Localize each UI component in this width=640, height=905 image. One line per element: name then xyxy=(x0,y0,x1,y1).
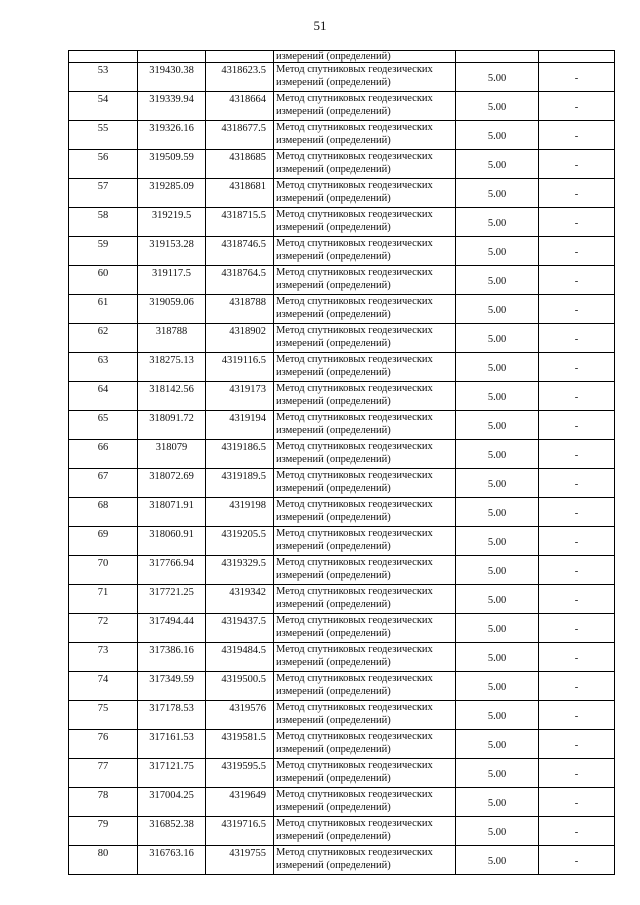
method-line-2: измерений (определений) xyxy=(276,280,391,291)
note-cell: - xyxy=(539,788,615,817)
method-cell xyxy=(274,295,456,324)
y-coordinate-cell: 4318685 xyxy=(206,150,274,179)
method-line-1: Метод спутниковых геодезических xyxy=(276,789,433,800)
x-coordinate-cell: 317004.25 xyxy=(138,788,206,817)
x-coordinate-cell: 319117.5 xyxy=(138,266,206,295)
y-coordinate-cell: 4319186.5 xyxy=(206,440,274,469)
y-coordinate-cell: 4319329.5 xyxy=(206,556,274,585)
method-cell xyxy=(274,440,456,469)
y-coordinate-cell: 4319484.5 xyxy=(206,643,274,672)
accuracy-cell: 5.00 xyxy=(456,556,539,585)
note-cell: - xyxy=(539,353,615,382)
method-line-1: Метод спутниковых геодезических xyxy=(276,499,433,510)
continuation-method-cell: измерений (определений) xyxy=(274,51,456,63)
table-row xyxy=(69,208,615,237)
method-line-1: Метод спутниковых геодезических xyxy=(276,93,433,104)
x-coordinate-cell: 318788 xyxy=(138,324,206,353)
point-number-cell: 60 xyxy=(69,266,138,295)
note-cell: - xyxy=(539,121,615,150)
x-coordinate-cell: 319285.09 xyxy=(138,179,206,208)
note-cell: - xyxy=(539,208,615,237)
method-cell xyxy=(274,63,456,92)
point-number-cell: 79 xyxy=(69,817,138,846)
accuracy-cell: 5.00 xyxy=(456,411,539,440)
note-cell: - xyxy=(539,730,615,759)
x-coordinate-cell: 318079 xyxy=(138,440,206,469)
note-cell: - xyxy=(539,237,615,266)
point-number-cell: 80 xyxy=(69,846,138,875)
x-coordinate-cell: 318060.91 xyxy=(138,527,206,556)
method-cell xyxy=(274,382,456,411)
method-cell xyxy=(274,556,456,585)
point-number-cell: 68 xyxy=(69,498,138,527)
note-cell: - xyxy=(539,266,615,295)
note-cell: - xyxy=(539,556,615,585)
table-row xyxy=(69,121,615,150)
accuracy-cell: 5.00 xyxy=(456,179,539,208)
note-cell: - xyxy=(539,150,615,179)
table-row xyxy=(69,179,615,208)
coordinates-table xyxy=(68,50,615,875)
point-number-cell: 77 xyxy=(69,759,138,788)
y-coordinate-cell: 4318746.5 xyxy=(206,237,274,266)
y-coordinate-cell: 4318681 xyxy=(206,179,274,208)
table-row xyxy=(69,759,615,788)
y-coordinate-cell: 4318623.5 xyxy=(206,63,274,92)
x-coordinate-cell: 319153.28 xyxy=(138,237,206,266)
note-cell: - xyxy=(539,672,615,701)
x-coordinate-cell: 318072.69 xyxy=(138,469,206,498)
y-coordinate-cell: 4319342 xyxy=(206,585,274,614)
x-coordinate-cell: 316763.16 xyxy=(138,846,206,875)
table-row xyxy=(69,353,615,382)
method-line-1: Метод спутниковых геодезических xyxy=(276,441,433,452)
x-coordinate-cell: 317121.75 xyxy=(138,759,206,788)
method-line-2: измерений (определений) xyxy=(276,77,391,88)
method-line-2: измерений (определений) xyxy=(276,483,391,494)
point-number-cell: 73 xyxy=(69,643,138,672)
method-line-1: Метод спутниковых геодезических xyxy=(276,847,433,858)
table-body xyxy=(69,51,615,875)
point-number-cell: 76 xyxy=(69,730,138,759)
x-coordinate-cell: 317721.25 xyxy=(138,585,206,614)
table-row xyxy=(69,846,615,875)
accuracy-cell: 5.00 xyxy=(456,672,539,701)
empty-cell xyxy=(206,51,274,63)
y-coordinate-cell: 4319581.5 xyxy=(206,730,274,759)
y-coordinate-cell: 4319437.5 xyxy=(206,614,274,643)
method-cell xyxy=(274,672,456,701)
method-line-1: Метод спутниковых геодезических xyxy=(276,557,433,568)
empty-cell xyxy=(539,51,615,63)
table-row xyxy=(69,556,615,585)
x-coordinate-cell: 319430.38 xyxy=(138,63,206,92)
empty-cell xyxy=(138,51,206,63)
method-line-2: измерений (определений) xyxy=(276,251,391,262)
point-number-cell: 54 xyxy=(69,92,138,121)
y-coordinate-cell: 4318677.5 xyxy=(206,121,274,150)
accuracy-cell: 5.00 xyxy=(456,266,539,295)
accuracy-cell: 5.00 xyxy=(456,527,539,556)
method-line-2: измерений (определений) xyxy=(276,106,391,117)
note-cell: - xyxy=(539,324,615,353)
table-row xyxy=(69,585,615,614)
note-cell: - xyxy=(539,63,615,92)
method-cell xyxy=(274,121,456,150)
accuracy-cell: 5.00 xyxy=(456,150,539,179)
method-line-1: Метод спутниковых геодезических xyxy=(276,209,433,220)
method-line-2: измерений (определений) xyxy=(276,541,391,552)
accuracy-cell: 5.00 xyxy=(456,63,539,92)
note-cell: - xyxy=(539,759,615,788)
method-line-2: измерений (определений) xyxy=(276,860,391,871)
note-cell: - xyxy=(539,179,615,208)
x-coordinate-cell: 317161.53 xyxy=(138,730,206,759)
method-cell xyxy=(274,701,456,730)
method-line-2: измерений (определений) xyxy=(276,512,391,523)
method-line-1: Метод спутниковых геодезических xyxy=(276,615,433,626)
method-line-1: Метод спутниковых геодезических xyxy=(276,470,433,481)
table-row xyxy=(69,382,615,411)
point-number-cell: 66 xyxy=(69,440,138,469)
accuracy-cell: 5.00 xyxy=(456,353,539,382)
method-line-1: Метод спутниковых геодезических xyxy=(276,296,433,307)
method-line-2: измерений (определений) xyxy=(276,773,391,784)
x-coordinate-cell: 317178.53 xyxy=(138,701,206,730)
accuracy-cell: 5.00 xyxy=(456,759,539,788)
y-coordinate-cell: 4318902 xyxy=(206,324,274,353)
y-coordinate-cell: 4319595.5 xyxy=(206,759,274,788)
method-line-1: Метод спутниковых геодезических xyxy=(276,644,433,655)
point-number-cell: 72 xyxy=(69,614,138,643)
method-line-1: Метод спутниковых геодезических xyxy=(276,760,433,771)
accuracy-cell: 5.00 xyxy=(456,324,539,353)
note-cell: - xyxy=(539,585,615,614)
method-cell xyxy=(274,208,456,237)
x-coordinate-cell: 318142.56 xyxy=(138,382,206,411)
note-cell: - xyxy=(539,440,615,469)
method-cell xyxy=(274,266,456,295)
method-line-1: Метод спутниковых геодезических xyxy=(276,180,433,191)
y-coordinate-cell: 4319649 xyxy=(206,788,274,817)
method-line-2: измерений (определений) xyxy=(276,396,391,407)
method-cell xyxy=(274,469,456,498)
method-line-2: измерений (определений) xyxy=(276,715,391,726)
method-line-1: Метод спутниковых геодезических xyxy=(276,383,433,394)
point-number-cell: 74 xyxy=(69,672,138,701)
point-number-cell: 71 xyxy=(69,585,138,614)
accuracy-cell: 5.00 xyxy=(456,817,539,846)
point-number-cell: 69 xyxy=(69,527,138,556)
accuracy-cell: 5.00 xyxy=(456,846,539,875)
accuracy-cell: 5.00 xyxy=(456,382,539,411)
method-cell xyxy=(274,614,456,643)
note-cell: - xyxy=(539,498,615,527)
accuracy-cell: 5.00 xyxy=(456,701,539,730)
method-line-2: измерений (определений) xyxy=(276,628,391,639)
method-line-2: измерений (определений) xyxy=(276,135,391,146)
x-coordinate-cell: 317386.16 xyxy=(138,643,206,672)
point-number-cell: 62 xyxy=(69,324,138,353)
method-line-2: измерений (определений) xyxy=(276,309,391,320)
accuracy-cell: 5.00 xyxy=(456,295,539,324)
continuation-row xyxy=(69,51,615,63)
page-number: 51 xyxy=(313,18,327,33)
method-cell xyxy=(274,846,456,875)
x-coordinate-cell: 317766.94 xyxy=(138,556,206,585)
method-cell xyxy=(274,788,456,817)
point-number-cell: 58 xyxy=(69,208,138,237)
note-cell: - xyxy=(539,527,615,556)
table-row xyxy=(69,730,615,759)
accuracy-cell: 5.00 xyxy=(456,498,539,527)
note-cell: - xyxy=(539,382,615,411)
point-number-cell: 56 xyxy=(69,150,138,179)
x-coordinate-cell: 318071.91 xyxy=(138,498,206,527)
method-line-1: Метод спутниковых геодезических xyxy=(276,267,433,278)
table-row xyxy=(69,324,615,353)
table-row xyxy=(69,527,615,556)
method-line-1: Метод спутниковых геодезических xyxy=(276,354,433,365)
method-line-1: Метод спутниковых геодезических xyxy=(276,818,433,829)
table-row xyxy=(69,411,615,440)
method-line-2: измерений (определений) xyxy=(276,193,391,204)
method-line-2: измерений (определений) xyxy=(276,657,391,668)
point-number-cell: 64 xyxy=(69,382,138,411)
empty-cell xyxy=(456,51,539,63)
table-row xyxy=(69,150,615,179)
note-cell: - xyxy=(539,614,615,643)
method-line-2: измерений (определений) xyxy=(276,454,391,465)
method-cell xyxy=(274,817,456,846)
x-coordinate-cell: 319326.16 xyxy=(138,121,206,150)
accuracy-cell: 5.00 xyxy=(456,614,539,643)
note-cell: - xyxy=(539,643,615,672)
method-line-2: измерений (определений) xyxy=(276,599,391,610)
empty-cell xyxy=(69,51,138,63)
point-number-cell: 53 xyxy=(69,63,138,92)
y-coordinate-cell: 4319755 xyxy=(206,846,274,875)
method-line-2: измерений (определений) xyxy=(276,164,391,175)
table-row xyxy=(69,788,615,817)
method-line-1: Метод спутниковых геодезических xyxy=(276,151,433,162)
method-line-1: Метод спутниковых геодезических xyxy=(276,64,433,75)
method-line-2: измерений (определений) xyxy=(276,802,391,813)
method-cell xyxy=(274,498,456,527)
y-coordinate-cell: 4319716.5 xyxy=(206,817,274,846)
x-coordinate-cell: 316852.38 xyxy=(138,817,206,846)
y-coordinate-cell: 4318715.5 xyxy=(206,208,274,237)
accuracy-cell: 5.00 xyxy=(456,788,539,817)
method-cell xyxy=(274,150,456,179)
x-coordinate-cell: 319509.59 xyxy=(138,150,206,179)
accuracy-cell: 5.00 xyxy=(456,585,539,614)
point-number-cell: 67 xyxy=(69,469,138,498)
method-line-1: Метод спутниковых геодезических xyxy=(276,238,433,249)
method-cell xyxy=(274,643,456,672)
y-coordinate-cell: 4319194 xyxy=(206,411,274,440)
y-coordinate-cell: 4318788 xyxy=(206,295,274,324)
y-coordinate-cell: 4318664 xyxy=(206,92,274,121)
note-cell: - xyxy=(539,411,615,440)
method-line-2: измерений (определений) xyxy=(276,338,391,349)
method-cell xyxy=(274,353,456,382)
table-row xyxy=(69,440,615,469)
x-coordinate-cell: 319339.94 xyxy=(138,92,206,121)
method-line-1: Метод спутниковых геодезических xyxy=(276,731,433,742)
method-line-1: Метод спутниковых геодезических xyxy=(276,702,433,713)
y-coordinate-cell: 4319116.5 xyxy=(206,353,274,382)
method-line-1: Метод спутниковых геодезических xyxy=(276,122,433,133)
table-row xyxy=(69,237,615,266)
point-number-cell: 78 xyxy=(69,788,138,817)
accuracy-cell: 5.00 xyxy=(456,208,539,237)
point-number-cell: 61 xyxy=(69,295,138,324)
table-row xyxy=(69,63,615,92)
method-cell xyxy=(274,411,456,440)
method-line-2: измерений (определений) xyxy=(276,570,391,581)
accuracy-cell: 5.00 xyxy=(456,730,539,759)
x-coordinate-cell: 318091.72 xyxy=(138,411,206,440)
method-line-1: Метод спутниковых геодезических xyxy=(276,325,433,336)
x-coordinate-cell: 317494.44 xyxy=(138,614,206,643)
table-row xyxy=(69,672,615,701)
method-cell xyxy=(274,585,456,614)
accuracy-cell: 5.00 xyxy=(456,237,539,266)
note-cell: - xyxy=(539,295,615,324)
method-line-2: измерений (определений) xyxy=(276,367,391,378)
table-row xyxy=(69,643,615,672)
table-row xyxy=(69,817,615,846)
point-number-cell: 55 xyxy=(69,121,138,150)
table-row xyxy=(69,498,615,527)
point-number-cell: 70 xyxy=(69,556,138,585)
method-line-1: Метод спутниковых геодезических xyxy=(276,528,433,539)
accuracy-cell: 5.00 xyxy=(456,440,539,469)
accuracy-cell: 5.00 xyxy=(456,121,539,150)
accuracy-cell: 5.00 xyxy=(456,469,539,498)
y-coordinate-cell: 4319189.5 xyxy=(206,469,274,498)
y-coordinate-cell: 4319500.5 xyxy=(206,672,274,701)
y-coordinate-cell: 4319205.5 xyxy=(206,527,274,556)
note-cell: - xyxy=(539,469,615,498)
method-cell xyxy=(274,730,456,759)
point-number-cell: 59 xyxy=(69,237,138,266)
method-line-1: Метод спутниковых геодезических xyxy=(276,673,433,684)
x-coordinate-cell: 318275.13 xyxy=(138,353,206,382)
method-cell xyxy=(274,527,456,556)
table-row xyxy=(69,295,615,324)
accuracy-cell: 5.00 xyxy=(456,92,539,121)
table-row xyxy=(69,469,615,498)
table-row xyxy=(69,92,615,121)
note-cell: - xyxy=(539,846,615,875)
note-cell: - xyxy=(539,817,615,846)
x-coordinate-cell: 317349.59 xyxy=(138,672,206,701)
y-coordinate-cell: 4318764.5 xyxy=(206,266,274,295)
method-line-2: измерений (определений) xyxy=(276,425,391,436)
method-line-2: измерений (определений) xyxy=(276,744,391,755)
y-coordinate-cell: 4319173 xyxy=(206,382,274,411)
note-cell: - xyxy=(539,92,615,121)
y-coordinate-cell: 4319576 xyxy=(206,701,274,730)
table-row xyxy=(69,614,615,643)
point-number-cell: 57 xyxy=(69,179,138,208)
method-line-2: измерений (определений) xyxy=(276,831,391,842)
table-row xyxy=(69,266,615,295)
method-cell xyxy=(274,179,456,208)
x-coordinate-cell: 319219.5 xyxy=(138,208,206,237)
method-line-2: измерений (определений) xyxy=(276,686,391,697)
table-row xyxy=(69,701,615,730)
method-line-2: измерений (определений) xyxy=(276,222,391,233)
method-cell xyxy=(274,324,456,353)
point-number-cell: 65 xyxy=(69,411,138,440)
method-cell xyxy=(274,237,456,266)
method-line-1: Метод спутниковых геодезических xyxy=(276,586,433,597)
note-cell: - xyxy=(539,701,615,730)
accuracy-cell: 5.00 xyxy=(456,643,539,672)
point-number-cell: 75 xyxy=(69,701,138,730)
method-cell xyxy=(274,92,456,121)
method-line-1: Метод спутниковых геодезических xyxy=(276,412,433,423)
y-coordinate-cell: 4319198 xyxy=(206,498,274,527)
x-coordinate-cell: 319059.06 xyxy=(138,295,206,324)
point-number-cell: 63 xyxy=(69,353,138,382)
method-cell xyxy=(274,759,456,788)
